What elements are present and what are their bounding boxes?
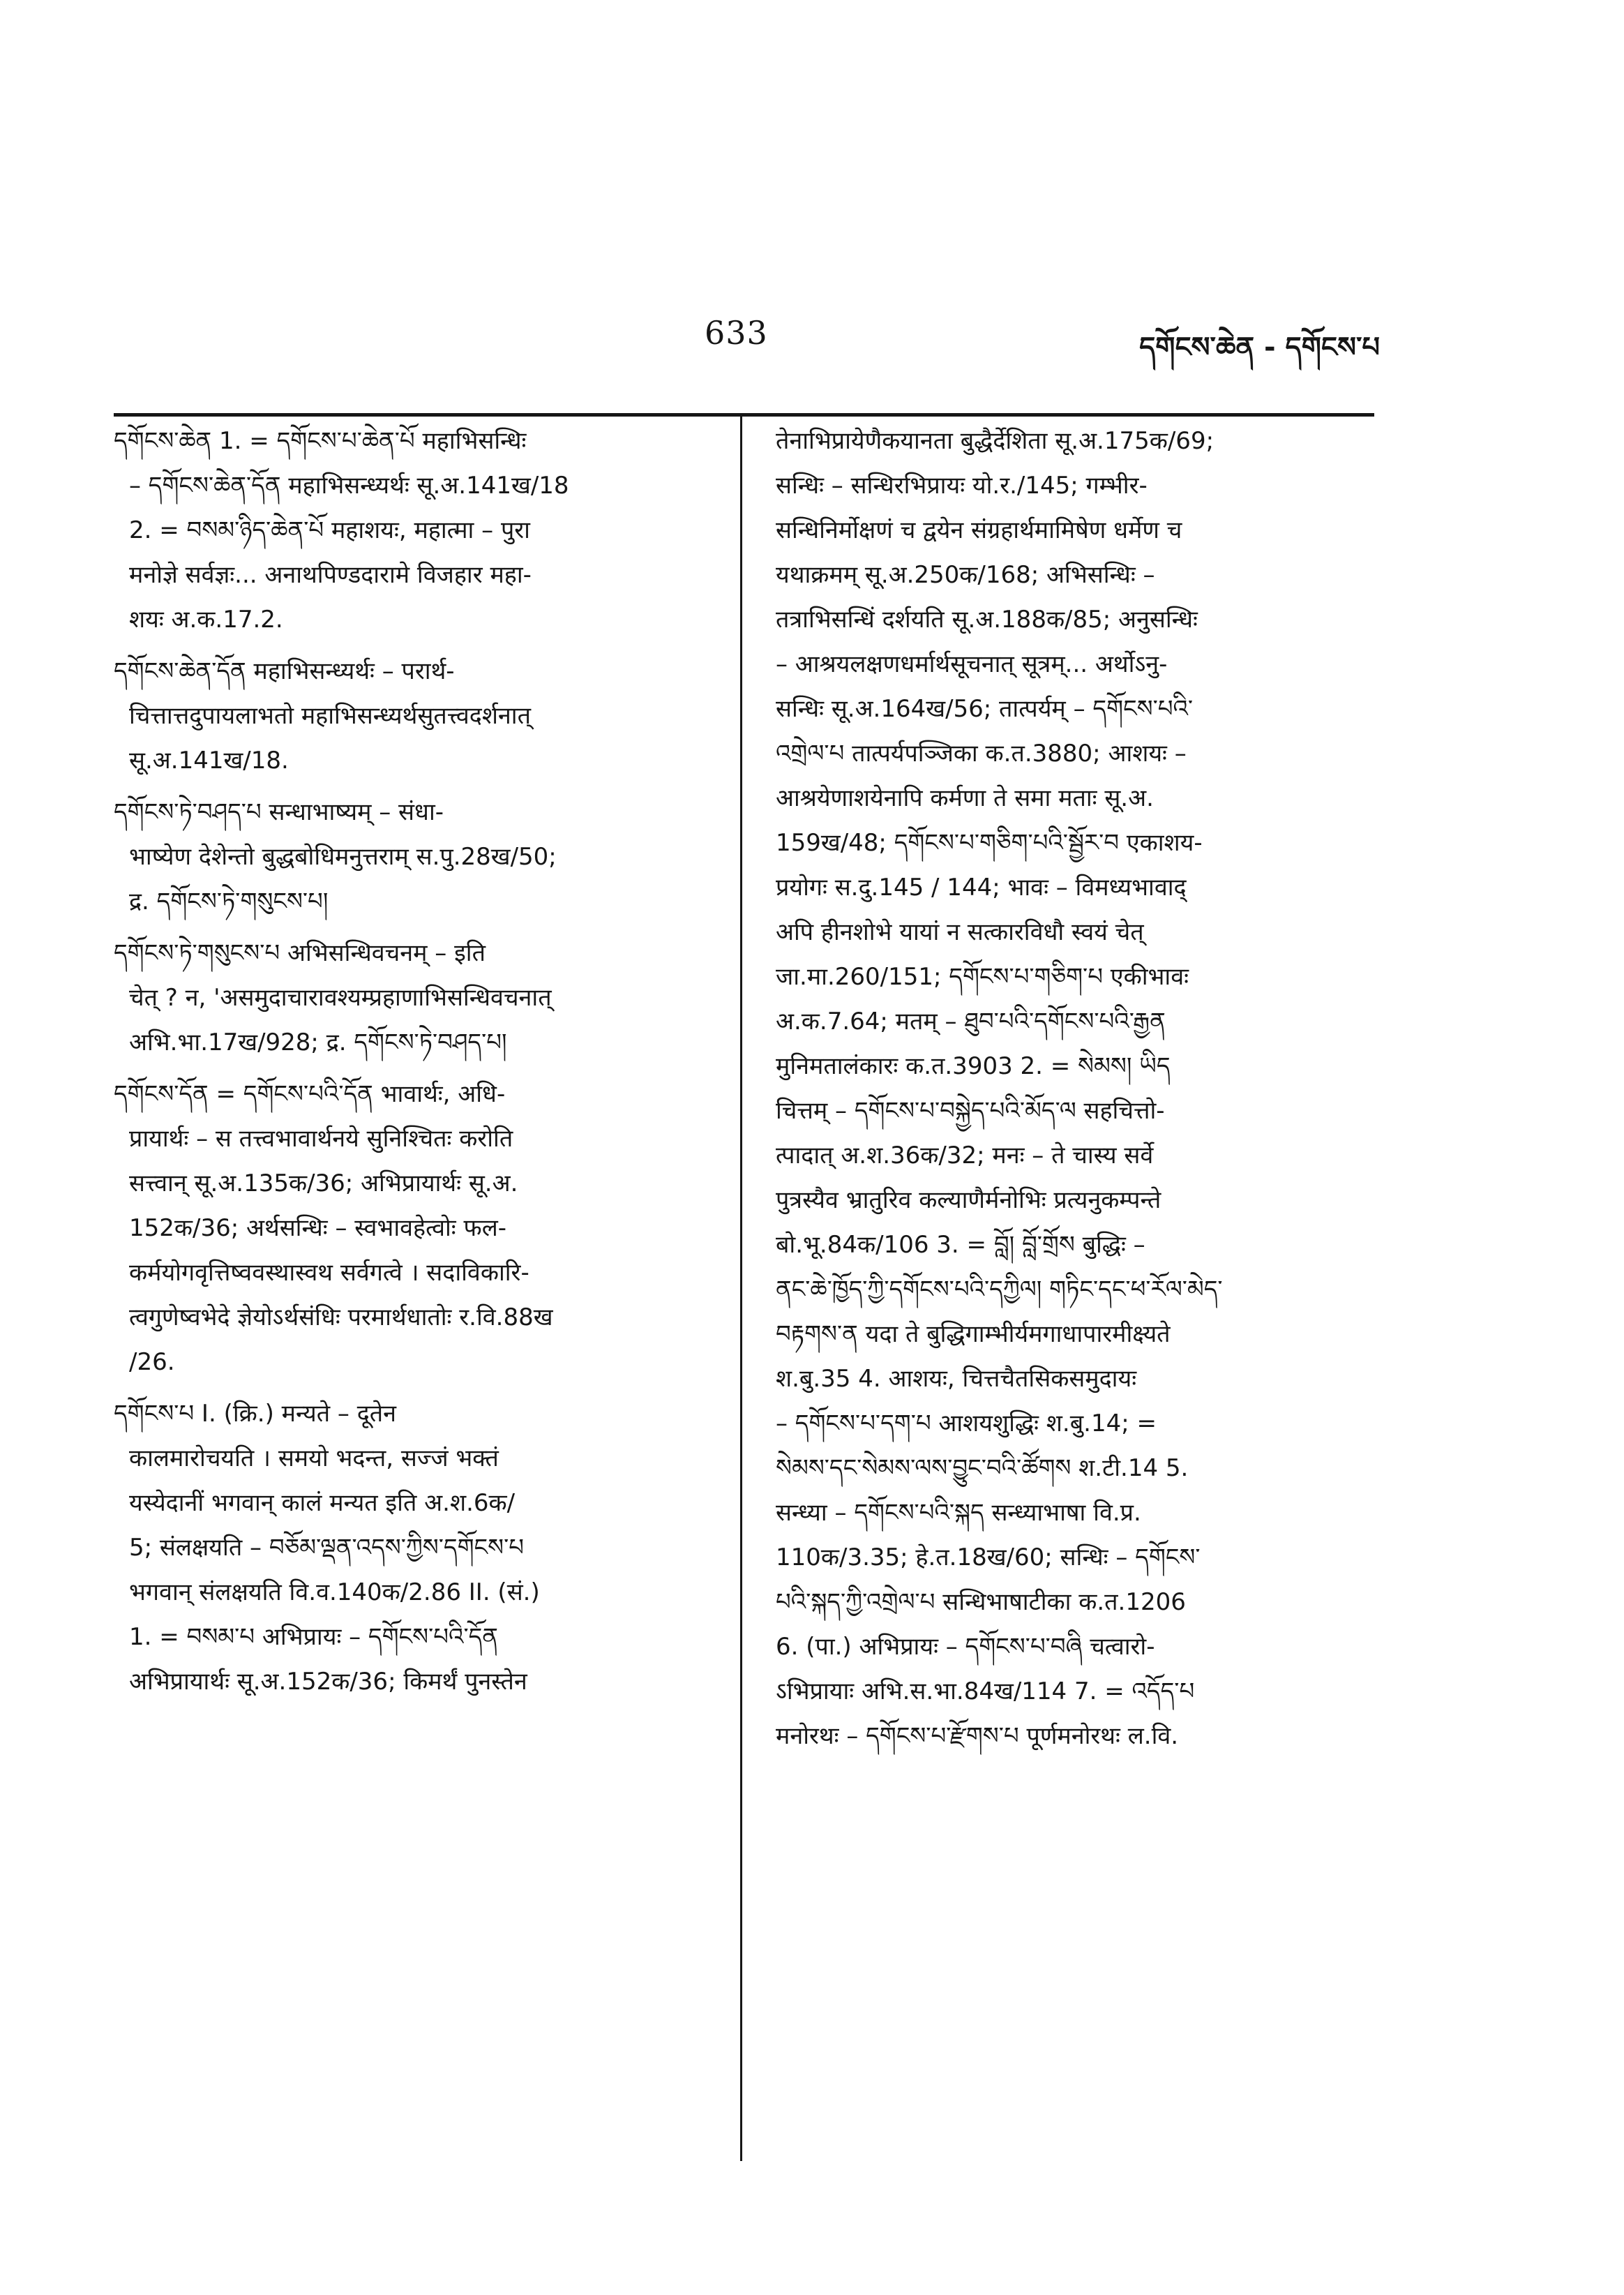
- entry-text-line: ऽभिप्रायाः अभि.स.भा.84ख/114 7. = འདོད་པ: [776, 1677, 1195, 1705]
- entry-text-line: तेनाभिप्रायेणैकयानता बुद्धैर्देशिता सू.अ.175क/69;: [776, 427, 1215, 455]
- entry-text-line: 6. (पा.) अभिप्रायः – དགོངས་པ་བཞི चत्वारो-: [776, 1633, 1155, 1661]
- entry-text-line: ནང་ཆེ་ཁྱོད་ཀྱི་དགོངས་པའི་དཀྱིལ། གཏིང་དང་ཕ་རོལ་མེད་: [776, 1276, 1223, 1303]
- entry-text-line: སེམས་དང་སེམས་ལས་བྱུང་བའི་ཚོགས श.टी.14 5.: [776, 1454, 1189, 1482]
- entry-text-line: /26.: [129, 1348, 175, 1376]
- entry-text-line: – དགོངས་ཆེན་དོན महाभिसन्ध्यर्थः सू.अ.141ख/18: [129, 472, 569, 500]
- entry-text-line: कर्मयोगवृत्तिष्ववस्थास्वथ सर्वगत्वे । सदाविकारि-: [129, 1259, 529, 1287]
- entry-text-line: 152क/36; अर्थसन्धिः – स्वभावहेत्वोः फल-: [129, 1214, 507, 1242]
- entry-text-line: बो.भू.84क/106 3. = བློ། བློ་གྲོས बुद्धिः –: [776, 1231, 1145, 1259]
- entry-text-line: शयः अ.क.17.2.: [129, 606, 283, 634]
- entry-text-line: सत्त्वान् सू.अ.135क/36; अभिप्रायार्थः सू.अ.: [129, 1169, 518, 1197]
- entry-text-line: त्वगुणेष्वभेदे ज्ञेयोऽर्थसंधिः परमार्थधातोः र.वि.88ख: [129, 1303, 553, 1331]
- entry-text-line: सू.अ.141ख/18.: [129, 747, 289, 775]
- entry-text-line: འགྲེལ་པ तात्पर्यपञ्जिका क.त.3880; आशयः –: [776, 740, 1187, 768]
- page-number: 633: [705, 314, 768, 352]
- left-column: [114, 419, 710, 1704]
- entry-headword-line: དགོངས་ཏེ་གསུངས་པ अभिसन्धिवचनम् – इति: [114, 939, 486, 967]
- entry-text-line: अभि.भा.17ख/928; द्र. དགོངས་ཏེ་བཤད་པ།: [129, 1029, 507, 1056]
- entry-text-line: अभिप्रायार्थः सू.अ.152क/36; किमर्थं पुनस्तेन: [129, 1668, 527, 1696]
- entry-text-line: यस्येदानीं भगवान् कालं मन्यत इति अ.श.6क/: [129, 1489, 516, 1517]
- entry-text-line: सन्धिः सू.अ.164ख/56; तात्पर्यम् – དགོངས་པའི་: [776, 695, 1194, 723]
- column-divider: [740, 417, 742, 2161]
- entry-text-line: – དགོངས་པ་དག་པ आशयशुद्धिः श.बु.14; =: [776, 1410, 1157, 1437]
- right-column: [767, 419, 1374, 1758]
- entry-headword-line: དགོངས་ཆེན 1. = དགོངས་པ་ཆེན་པོ महाभिसन्धिः: [114, 427, 527, 455]
- entry-text-line: तत्राभिसन्धिं दर्शयति सू.अ.188क/85; अनुसन्धिः: [776, 606, 1198, 634]
- entry-text-line: प्रायार्थः – स तत्त्वभावार्थनये सुनिश्चितः करोति: [129, 1125, 513, 1153]
- entry-text-line: 2. = བསམ་ཉིད་ཆེན་པོ महाशयः, महात्मा – पुरा: [129, 516, 530, 544]
- entry-text-line: चित्तम् – དགོངས་པ་བསྐྱེད་པའི་མོད་ལ सहचित्तो-: [776, 1097, 1165, 1125]
- entry-text-line: मनोरथः – དགོངས་པ་རྫོགས་པ पूर्णमनोरथः ल.वि.: [776, 1722, 1179, 1750]
- entry-text-line: བརྟགས་ན यदा ते बुद्धिगाम्भीर्यमगाधापारमीक्ष्यते: [776, 1320, 1171, 1348]
- entry-text-line: པའི་སྐད་ཀྱི་འགྲེལ་པ सन्धिभाषाटीका क.त.1206: [776, 1588, 1186, 1616]
- entry-text-line: 5; संलक्षयति – བཅོམ་ལྡན་འདས་ཀྱིས་དགོངས་པ: [129, 1534, 525, 1562]
- entry-text-line: जा.मा.260/151; དགོངས་པ་གཅིག་པ एकीभावः: [776, 963, 1189, 991]
- entry-text-line: भाष्येण देशेन्तो बुद्धबोधिमनुत्तराम् स.पु.28ख/50;: [129, 843, 557, 871]
- entry-text-line: त्पादात् अ.श.36क/32; मनः – ते चास्य सर्वे: [776, 1142, 1154, 1169]
- entry-text-line: आश्रयेणाशयेनापि कर्मणा ते समा मताः सू.अ.: [776, 784, 1154, 812]
- entry-headword-line: དགོངས་པ I. (क्रि.) मन्यते – दूतेन: [114, 1400, 397, 1428]
- entry-text-line: 110क/3.35; हे.त.18ख/60; सन्धिः – དགོངས་: [776, 1543, 1201, 1571]
- entry-headword-line: དགོངས་དོན = དགོངས་པའི་དོན भावार्थः, अधि-: [114, 1080, 506, 1108]
- entry-text-line: अपि हीनशोभे यायां न सत्कारविधौ स्वयं चेत्: [776, 918, 1144, 946]
- entry-text-line: श.बु.35 4. आशयः, चित्तचैतसिकसमुदायः: [776, 1365, 1137, 1393]
- entry-text-line: मुनिमतालंकारः क.त.3903 2. = སེམས། ཡིད: [776, 1052, 1171, 1080]
- entry-text-line: प्रयोगः स.दु.145 / 144; भावः – विमध्यभावाद्: [776, 874, 1187, 902]
- entry-text-line: द्र. དགོངས་ཏེ་གསུངས་པ།: [129, 888, 329, 915]
- entry-text-line: 1. = བསམ་པ अभिप्रायः – དགོངས་པའི་དོན: [129, 1623, 498, 1651]
- entry-text-line: अ.क.7.64; मतम् – ཐུབ་པའི་དགོངས་པའི་རྒྱན: [776, 1008, 1166, 1036]
- entry-text-line: चित्तात्तदुपायलाभतो महाभिसन्ध्यर्थसुतत्त्वदर्शनात्: [129, 702, 531, 730]
- entry-text-line: 159ख/48; དགོངས་པ་གཅིག་པའི་སྦྱོར་བ एकाशय-: [776, 829, 1203, 857]
- entry-text-line: चेत् ? न, 'असमुदाचारावश्यम्प्रहाणाभिसन्धिवचनात्: [129, 984, 552, 1012]
- entry-text-line: यथाक्रमम् सू.अ.250क/168; अभिसन्धिः –: [776, 561, 1155, 589]
- entry-text-line: मनोज्ञे सर्वज्ञः... अनाथपिण्डदारामे विजहार महा-: [129, 561, 532, 589]
- entry-text-line: पुत्रस्यैव भ्रातुरिव कल्याणैर्मनोभिः प्रत्यनुकम्पन्ते: [776, 1186, 1161, 1214]
- entry-text-line: सन्धिनिर्मोक्षणं च द्वयेन संग्रहार्थमामिषेण धर्मेण च: [776, 516, 1182, 544]
- entry-text-line: सन्ध्या – དགོངས་པའི་སྐད सन्ध्याभाषा वि.प्र.: [776, 1499, 1141, 1527]
- entry-headword-line: དགོངས་ཏེ་བཤད་པ सन्धाभाष्यम् – संधा-: [114, 798, 444, 826]
- running-head: དགོངས་ཆེན - དགོངས་པ: [1139, 331, 1380, 364]
- entry-text-line: सन्धिः – सन्धिरभिप्रायः यो.र./145; गम्भीर-: [776, 472, 1148, 500]
- entry-text-line: भगवान् संलक्षयति वि.व.140क/2.86 II. (सं.): [129, 1578, 540, 1606]
- header-rule: [114, 413, 1374, 417]
- entry-text-line: – आश्रयलक्षणधर्मार्थसूचनात् सूत्रम्... अर्थोऽनु-: [776, 650, 1168, 678]
- entry-headword-line: དགོངས་ཆེན་དོན महाभिसन्ध्यर्थः – परार्थ-: [114, 657, 455, 685]
- entry-text-line: कालमारोचयति । समयो भदन्त, सज्जं भक्तं: [129, 1444, 499, 1472]
